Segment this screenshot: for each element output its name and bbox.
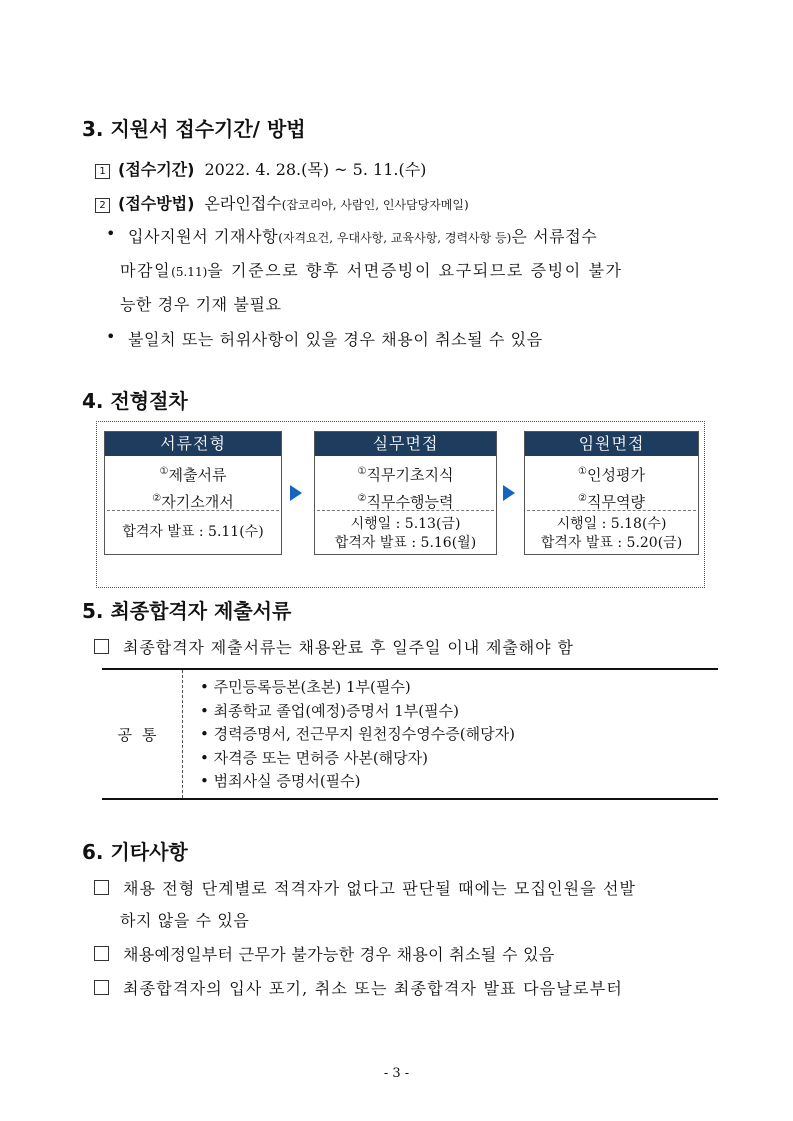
marker: ① bbox=[357, 466, 367, 477]
list-item: • 범죄사실 증명서(필수) bbox=[200, 772, 361, 790]
stage-1-announcement: 합격자 발표 : 5.11(수) bbox=[122, 524, 264, 540]
bullet-1-text-c: 마감일 bbox=[120, 261, 172, 280]
stage-1-item-2: 자기소개서 bbox=[161, 493, 234, 511]
arrow-right-icon bbox=[503, 485, 515, 501]
stage-2-item-2: 직무수행능력 bbox=[366, 493, 454, 511]
section-6-title: 6. 기타사항 bbox=[82, 840, 188, 864]
bullet-1-line-1 bbox=[128, 224, 597, 247]
stage-practical-interview bbox=[314, 431, 497, 555]
note-3-text: 최종합격자의 입사 포기, 취소 또는 최종합격자 발표 다음날로부터 bbox=[123, 979, 624, 998]
stage-2-announcement: 합격자 발표 : 5.16(월) bbox=[334, 535, 477, 551]
note-2-text: 채용예정일부터 근무가 불가능한 경우 채용이 취소될 수 있음 bbox=[123, 945, 555, 964]
checkbox-square-icon bbox=[94, 639, 109, 654]
stage-3-item-1: 인성평가 bbox=[587, 466, 645, 484]
section-4-title: 4. 전형절차 bbox=[82, 389, 188, 413]
stage-3-items bbox=[525, 456, 698, 510]
numbered-box-2: 2 bbox=[95, 198, 110, 213]
stage-3-date: 시행일 : 5.18(수) bbox=[556, 516, 667, 532]
bullet-1-text-d: 을 기준으로 향후 서면증빙이 요구되므로 증빙이 불가 bbox=[207, 261, 623, 280]
method-text: 온라인접수 bbox=[204, 194, 282, 213]
item-application-method bbox=[95, 191, 469, 214]
checkbox-square-icon bbox=[94, 880, 109, 895]
bullet-1-text-a: 입사지원서 기재사항 bbox=[128, 227, 279, 246]
note-2 bbox=[94, 942, 555, 965]
note-1-line-2: 하지 않을 수 있음 bbox=[120, 911, 250, 930]
method-channels: (잡코리아, 사람인, 인사담당자메일) bbox=[281, 198, 469, 212]
submission-note bbox=[94, 635, 574, 658]
submission-note-text: 최종합격자 제출서류는 채용완료 후 일주일 이내 제출해야 함 bbox=[123, 638, 574, 657]
stage-3-item-2: 직무역량 bbox=[587, 493, 645, 511]
stage-2-item-1: 직무기초지식 bbox=[366, 466, 454, 484]
document-list bbox=[200, 676, 515, 794]
note-3 bbox=[94, 976, 623, 999]
marker: ② bbox=[152, 493, 162, 504]
bullet-1-deadline: (5.11) bbox=[171, 265, 208, 279]
process-diagram bbox=[96, 421, 705, 588]
stage-2-items bbox=[315, 456, 496, 510]
checkbox-square-icon bbox=[94, 980, 109, 995]
bullet-1-line-2 bbox=[120, 258, 623, 281]
marker: ② bbox=[578, 493, 587, 504]
marker: ① bbox=[159, 466, 169, 477]
list-item: • 주민등록등본(초본) 1부(필수) bbox=[200, 678, 411, 696]
bullet-1-text-b: 은 서류접수 bbox=[511, 227, 598, 246]
stage-3-result bbox=[525, 511, 698, 553]
list-item: • 자격증 또는 면허증 사본(해당자) bbox=[200, 748, 428, 767]
section-3-title: 3. 지원서 접수기간/ 방법 bbox=[82, 117, 306, 141]
marker: ② bbox=[357, 493, 367, 504]
page-number: - 3 - bbox=[383, 1066, 410, 1081]
arrow-right-icon bbox=[290, 485, 302, 501]
stage-1-result bbox=[105, 511, 281, 542]
label-method: (접수방법) bbox=[118, 194, 195, 213]
stage-1-item-1: 제출서류 bbox=[168, 466, 227, 484]
note-1-line-1 bbox=[94, 876, 636, 899]
list-item: • 경력증명서, 전근무지 원천징수영수증(해당자) bbox=[200, 725, 515, 743]
stage-3-announcement: 합격자 발표 : 5.20(금) bbox=[540, 535, 683, 551]
bullet-dot-1: • bbox=[106, 224, 116, 243]
bullet-1-small: (자격요건, 우대사항, 교육사항, 경력사항 등) bbox=[278, 231, 512, 245]
stage-3-header: 임원면접 bbox=[525, 432, 698, 456]
bullet-2: 불일치 또는 허위사항이 있을 경우 채용이 취소될 수 있음 bbox=[128, 330, 543, 349]
period-text: 2022. 4. 28.(목) ~ 5. 11.(수) bbox=[204, 160, 427, 179]
list-item: • 최종학교 졸업(예정)증명서 1부(필수) bbox=[200, 701, 459, 720]
numbered-box-1: 1 bbox=[95, 164, 110, 179]
stage-executive-interview bbox=[524, 431, 699, 555]
checkbox-square-icon bbox=[94, 946, 109, 961]
bullet-dot-2: • bbox=[106, 327, 116, 346]
item-application-period bbox=[95, 157, 426, 180]
stage-1-items bbox=[105, 456, 281, 510]
stage-2-header: 실무면접 bbox=[315, 432, 496, 456]
stage-1-header: 서류전형 bbox=[105, 432, 281, 456]
marker: ① bbox=[578, 466, 587, 477]
stage-2-date: 시행일 : 5.13(금) bbox=[350, 516, 461, 532]
bullet-1-line-3: 능한 경우 기재 불필요 bbox=[120, 295, 282, 314]
section-5-title: 5. 최종합격자 제출서류 bbox=[82, 599, 292, 623]
documents-table bbox=[102, 668, 718, 800]
label-period: (접수기간) bbox=[118, 160, 195, 179]
stage-document-screening bbox=[104, 431, 282, 555]
stage-2-result bbox=[315, 511, 496, 553]
table-category: 공통 bbox=[102, 670, 183, 798]
note-1-text: 채용 전형 단계별로 적격자가 없다고 판단될 때에는 모집인원을 선발 bbox=[123, 879, 637, 898]
